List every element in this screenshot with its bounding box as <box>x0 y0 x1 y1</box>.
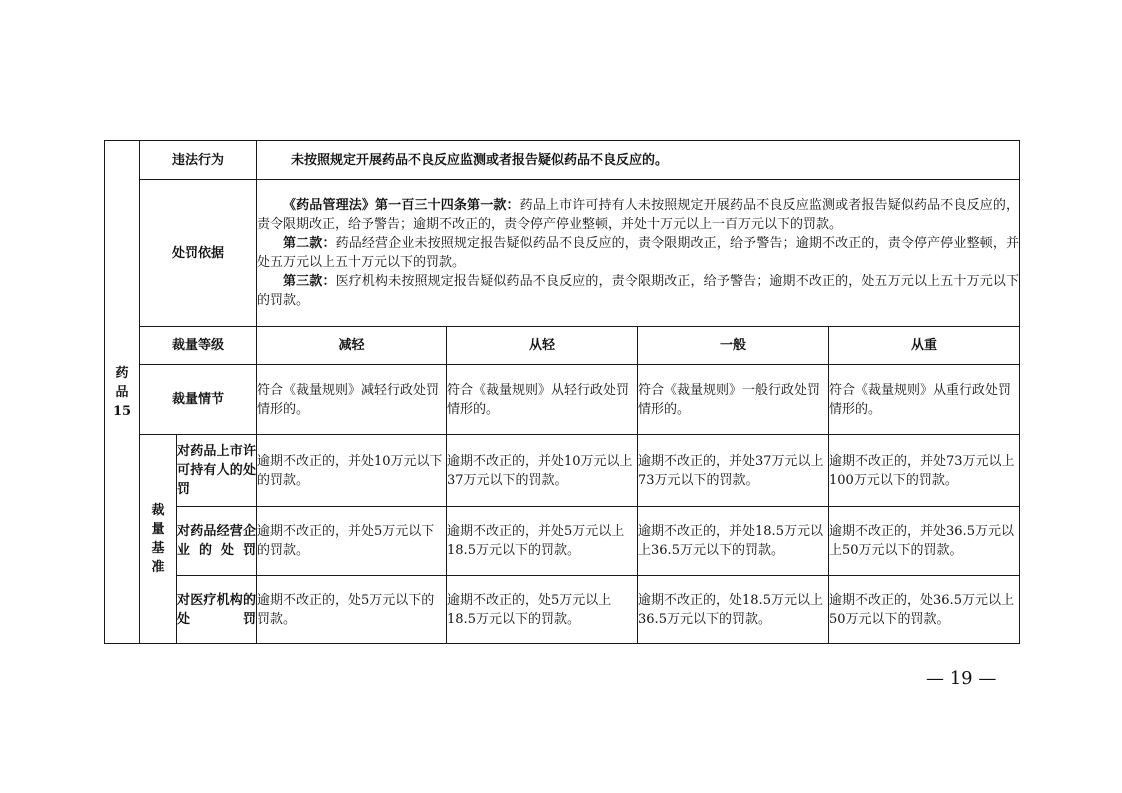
benchmark-cell: 逾期不改正的，处5万元以下的罚款。 <box>257 576 447 644</box>
benchmark-cell: 逾期不改正的，处36.5万元以上50万元以下的罚款。 <box>829 576 1020 644</box>
level-header: 从重 <box>829 327 1020 365</box>
violation-row <box>105 141 1020 180</box>
circumstance-cell: 符合《裁量规则》从轻行政处罚情形的。 <box>447 365 638 435</box>
circumstance-cell: 符合《裁量规则》从重行政处罚情形的。 <box>829 365 1020 435</box>
level-header: 从轻 <box>447 327 638 365</box>
benchmark-cell: 逾期不改正的，并处5万元以下的罚款。 <box>257 507 447 576</box>
category-char-1: 药 <box>115 365 129 381</box>
basis-label: 处罚依据 <box>140 180 257 327</box>
level-header: 减轻 <box>257 327 447 365</box>
levels-row <box>105 327 1020 365</box>
violation-label: 违法行为 <box>140 141 257 180</box>
benchmark-row <box>105 507 1020 576</box>
basis-paragraph-1 <box>257 196 1019 234</box>
level-header: 一般 <box>638 327 829 365</box>
penalty-discretion-table <box>104 140 1020 644</box>
basis-text-1: 药品上市许可持有人未按照规定开展药品不良反应监测或者报告疑似药品不良反应的，责令限期改正，给予警告；逾期不改正的，责令停产停业整顿，并处十万元以上一百万元以下的罚款。 <box>257 198 1020 232</box>
benchmark-cell: 逾期不改正的，并处10万元以下的罚款。 <box>257 435 447 507</box>
benchmark-cell: 逾期不改正的，处5万元以上18.5万元以下的罚款。 <box>447 576 638 644</box>
benchmark-cell: 逾期不改正的，并处37万元以上73万元以下的罚款。 <box>638 435 829 507</box>
category-cell <box>105 141 140 644</box>
benchmark-label <box>140 435 177 644</box>
benchmark-subject: 对药品上市许可持有人的处罚 <box>177 435 257 507</box>
benchmark-row <box>105 435 1020 507</box>
basis-clause-1: 《药品管理法》第一百三十四条第一款： <box>283 198 520 213</box>
benchmark-subject: 对药品经营企业的处罚 <box>177 507 257 576</box>
benchmark-cell: 逾期不改正的，并处18.5万元以上36.5万元以下的罚款。 <box>638 507 829 576</box>
benchmark-cell: 逾期不改正的，并处10万元以上37万元以下的罚款。 <box>447 435 638 507</box>
basis-clause-2: 第二款： <box>283 236 336 251</box>
basis-clause-3: 第三款： <box>283 274 336 289</box>
basis-row <box>105 180 1020 327</box>
benchmark-cell: 逾期不改正的，并处5万元以上18.5万元以下的罚款。 <box>447 507 638 576</box>
circumstances-label: 裁量情节 <box>140 365 257 435</box>
benchmark-subject: 对医疗机构的处罚 <box>177 576 257 644</box>
benchmark-char: 量 <box>151 522 165 537</box>
basis-text-2: 药品经营企业未按照规定报告疑似药品不良反应的，责令限期改正，给予警告；逾期不改正的，责令停产停业整顿，并处五万元以上五十万元以下的罚款。 <box>257 236 1020 270</box>
circumstance-cell: 符合《裁量规则》一般行政处罚情形的。 <box>638 365 829 435</box>
basis-paragraph-2 <box>257 234 1019 272</box>
circumstance-cell: 符合《裁量规则》减轻行政处罚情形的。 <box>257 365 447 435</box>
circumstances-row <box>105 365 1020 435</box>
benchmark-char: 裁 <box>151 503 165 518</box>
basis-paragraph-3 <box>257 272 1019 310</box>
benchmark-row <box>105 576 1020 644</box>
benchmark-cell: 逾期不改正的，并处36.5万元以上50万元以下的罚款。 <box>829 507 1020 576</box>
benchmark-char: 基 <box>151 541 165 556</box>
page-number: — 19 — <box>926 668 997 689</box>
levels-label: 裁量等级 <box>140 327 257 365</box>
violation-text: 未按照规定开展药品不良反应监测或者报告疑似药品不良反应的。 <box>257 141 1020 180</box>
basis-text <box>257 180 1020 327</box>
benchmark-cell: 逾期不改正的，处18.5万元以上36.5万元以下的罚款。 <box>638 576 829 644</box>
benchmark-cell: 逾期不改正的，并处73万元以上100万元以下的罚款。 <box>829 435 1020 507</box>
benchmark-char: 准 <box>151 560 165 575</box>
category-number: 15 <box>112 403 132 419</box>
basis-text-3: 医疗机构未按照规定报告疑似药品不良反应的，责令限期改正，给予警告；逾期不改正的，处五万元以上五十万元以下的罚款。 <box>257 274 1020 308</box>
category-char-2: 品 <box>115 384 129 400</box>
